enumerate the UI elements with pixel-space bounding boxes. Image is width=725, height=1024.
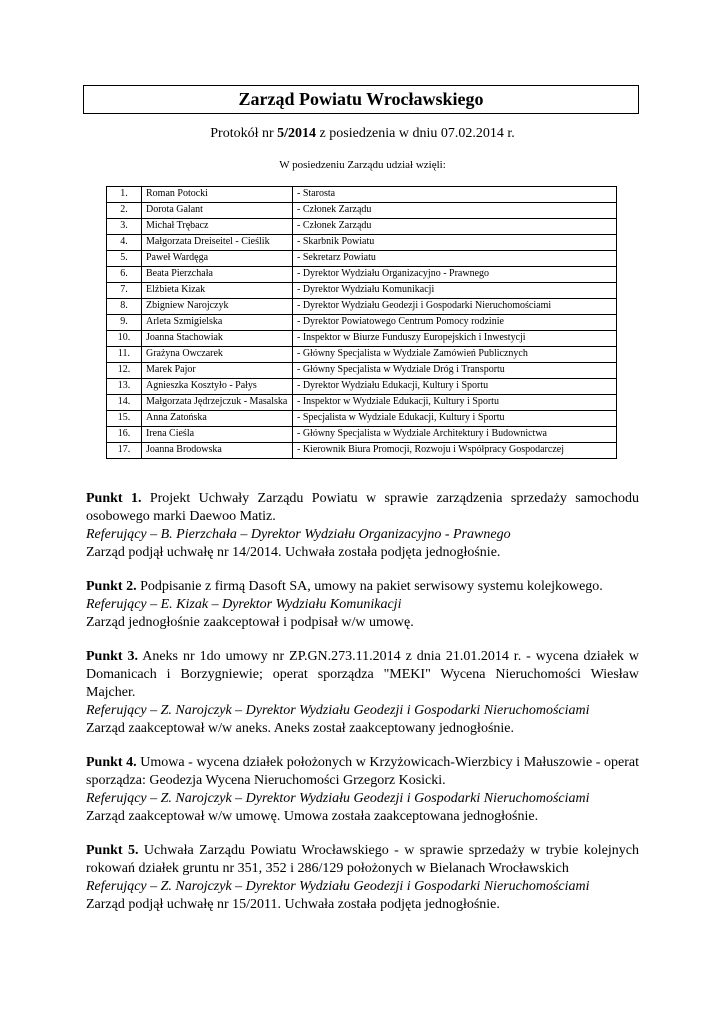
- point-referent: Referujący – Z. Narojczyk – Dyrektor Wydziału Geodezji i Gospodarki Nieruchomościami: [86, 791, 590, 806]
- attendee-role: - Główny Specjalista w Wydziale Dróg i Transportu: [293, 363, 617, 379]
- attendee-number: 16.: [107, 427, 142, 443]
- attendee-row: [107, 363, 617, 379]
- attendee-row: [107, 411, 617, 427]
- attendance-intro: W posiedzeniu Zarządu udział wzięli:: [279, 159, 446, 171]
- attendee-role: - Dyrektor Wydziału Komunikacji: [293, 283, 617, 299]
- attendee-number: 3.: [107, 219, 142, 235]
- attendee-role: - Główny Specjalista w Wydziale Architektury i Budownictwa: [293, 427, 617, 443]
- attendee-row: [107, 331, 617, 347]
- attendee-row: [107, 443, 617, 459]
- attendee-name: Joanna Brodowska: [142, 443, 293, 459]
- attendee-role: - Inspektor w Biurze Funduszy Europejskich i Inwestycji: [293, 331, 617, 347]
- point-label: Punkt 2.: [86, 579, 137, 594]
- point-label: Punkt 4.: [86, 755, 137, 770]
- attendee-number: 8.: [107, 299, 142, 315]
- agenda-point: [86, 842, 639, 914]
- point-label: Punkt 3.: [86, 649, 139, 664]
- attendee-role: - Skarbnik Powiatu: [293, 235, 617, 251]
- point-description: [86, 578, 639, 596]
- attendee-number: 7.: [107, 283, 142, 299]
- attendee-number: 6.: [107, 267, 142, 283]
- attendee-number: 1.: [107, 187, 142, 203]
- attendee-row: [107, 203, 617, 219]
- attendee-row: [107, 283, 617, 299]
- attendee-name: Grażyna Owczarek: [142, 347, 293, 363]
- attendee-role: - Główny Specjalista w Wydziale Zamówień Publicznych: [293, 347, 617, 363]
- attendee-role: - Sekretarz Powiatu: [293, 251, 617, 267]
- point-decision: Zarząd zaakceptował w/w umowę. Umowa została zaakceptowana jednogłośnie.: [86, 809, 539, 824]
- attendee-row: [107, 379, 617, 395]
- attendee-name: Zbigniew Narojczyk: [142, 299, 293, 315]
- attendee-role: - Członek Zarządu: [293, 203, 617, 219]
- attendee-number: 11.: [107, 347, 142, 363]
- attendee-row: [107, 235, 617, 251]
- point-text: Projekt Uchwały Zarządu Powiatu w sprawie zarządzenia sprzedaży samochodu osobowego marki Daewoo Matiz.: [86, 491, 639, 524]
- attendee-row: [107, 187, 617, 203]
- point-description: [86, 842, 639, 878]
- point-decision: Zarząd podjął uchwałę nr 15/2011. Uchwała została podjęta jednogłośnie.: [86, 897, 500, 912]
- document-title: Zarząd Powiatu Wrocławskiego: [83, 85, 639, 114]
- attendee-row: [107, 315, 617, 331]
- attendee-role: - Dyrektor Powiatowego Centrum Pomocy rodzinie: [293, 315, 617, 331]
- attendee-row: [107, 299, 617, 315]
- attendee-name: Irena Cieśla: [142, 427, 293, 443]
- point-decision: Zarząd jednogłośnie zaakceptował i podpisał w/w umowę.: [86, 615, 414, 630]
- attendee-row: [107, 251, 617, 267]
- agenda-point: [86, 648, 639, 738]
- attendee-name: Beata Pierzchała: [142, 267, 293, 283]
- attendee-role: - Inspektor w Wydziale Edukacji, Kultury i Sportu: [293, 395, 617, 411]
- protocol-number: 5/2014: [277, 126, 317, 141]
- attendee-name: Arleta Szmigielska: [142, 315, 293, 331]
- agenda-points: [86, 490, 639, 930]
- point-decision: Zarząd zaakceptował w/w aneks. Aneks został zaakceptowany jednogłośnie.: [86, 721, 514, 736]
- point-text: Umowa - wycena działek położonych w Krzyżowicach-Wierzbicy i Małuszowie - operat sporządza: Geodezja Wycena Nieruchomości Grzegorz Kosicki.: [86, 755, 639, 788]
- attendee-number: 4.: [107, 235, 142, 251]
- attendee-name: Roman Potocki: [142, 187, 293, 203]
- protocol-prefix: Protokół nr: [210, 126, 278, 141]
- point-description: [86, 648, 639, 702]
- attendee-number: 9.: [107, 315, 142, 331]
- point-label: Punkt 1.: [86, 491, 142, 506]
- point-description: [86, 754, 639, 790]
- attendee-role: - Specjalista w Wydziale Edukacji, Kultury i Sportu: [293, 411, 617, 427]
- attendee-role: - Kierownik Biura Promocji, Rozwoju i Współpracy Gospodarczej: [293, 443, 617, 459]
- attendee-name: Agnieszka Kosztyło - Pałys: [142, 379, 293, 395]
- attendee-number: 5.: [107, 251, 142, 267]
- attendee-role: - Starosta: [293, 187, 617, 203]
- attendee-number: 13.: [107, 379, 142, 395]
- point-description: [86, 490, 639, 526]
- point-referent: Referujący – B. Pierzchała – Dyrektor Wydziału Organizacyjno - Prawnego: [86, 527, 511, 542]
- attendee-row: [107, 267, 617, 283]
- agenda-point: [86, 490, 639, 562]
- attendees-table: [106, 186, 617, 459]
- protocol-suffix: z posiedzenia w dniu 07.02.2014 r.: [316, 126, 515, 141]
- point-text: Aneks nr 1do umowy nr ZP.GN.273.11.2014 z dnia 21.01.2014 r. - wycena działek w Domanicach i Borzygniewie; operat sporządza "MEKI" Wycena Nieruchomości Wiesław Majcher.: [86, 649, 640, 700]
- agenda-point: [86, 754, 639, 826]
- point-decision: Zarząd podjął uchwałę nr 14/2014. Uchwała została podjęta jednogłośnie.: [86, 545, 501, 560]
- attendee-number: 15.: [107, 411, 142, 427]
- attendee-name: Joanna Stachowiak: [142, 331, 293, 347]
- attendee-name: Małgorzata Dreiseitel - Cieślik: [142, 235, 293, 251]
- attendee-number: 2.: [107, 203, 142, 219]
- protocol-line: [0, 126, 725, 142]
- point-text: Podpisanie z firmą Dasoft SA, umowy na pakiet serwisowy systemu kolejkowego.: [136, 579, 603, 594]
- attendee-name: Małgorzata Jędrzejczuk - Masalska: [142, 395, 293, 411]
- attendee-number: 17.: [107, 443, 142, 459]
- attendee-name: Paweł Wardęga: [142, 251, 293, 267]
- point-referent: Referujący – Z. Narojczyk – Dyrektor Wydziału Geodezji i Gospodarki Nieruchomościami: [86, 703, 590, 718]
- point-referent: Referujący – Z. Narojczyk – Dyrektor Wydziału Geodezji i Gospodarki Nieruchomościami: [86, 879, 590, 894]
- attendee-role: - Członek Zarządu: [293, 219, 617, 235]
- attendee-role: - Dyrektor Wydziału Organizacyjno - Prawnego: [293, 267, 617, 283]
- point-label: Punkt 5.: [86, 843, 139, 858]
- agenda-point: [86, 578, 639, 632]
- attendee-name: Marek Pajor: [142, 363, 293, 379]
- attendee-name: Michał Trębacz: [142, 219, 293, 235]
- attendee-role: - Dyrektor Wydziału Geodezji i Gospodarki Nieruchomościami: [293, 299, 617, 315]
- attendee-row: [107, 347, 617, 363]
- attendee-number: 14.: [107, 395, 142, 411]
- point-text: Uchwała Zarządu Powiatu Wrocławskiego - w sprawie sprzedaży w trybie kolejnych rokowań działek gruntu nr 351, 352 i 286/129 położonych w Bielanach Wrocławskich: [86, 843, 639, 876]
- attendee-name: Dorota Galant: [142, 203, 293, 219]
- attendee-row: [107, 427, 617, 443]
- point-referent: Referujący – E. Kizak – Dyrektor Wydziału Komunikacji: [86, 597, 402, 612]
- attendee-role: - Dyrektor Wydziału Edukacji, Kultury i Sportu: [293, 379, 617, 395]
- attendee-name: Anna Zatońska: [142, 411, 293, 427]
- attendee-row: [107, 395, 617, 411]
- attendee-number: 10.: [107, 331, 142, 347]
- attendee-name: Elżbieta Kizak: [142, 283, 293, 299]
- attendee-number: 12.: [107, 363, 142, 379]
- attendee-row: [107, 219, 617, 235]
